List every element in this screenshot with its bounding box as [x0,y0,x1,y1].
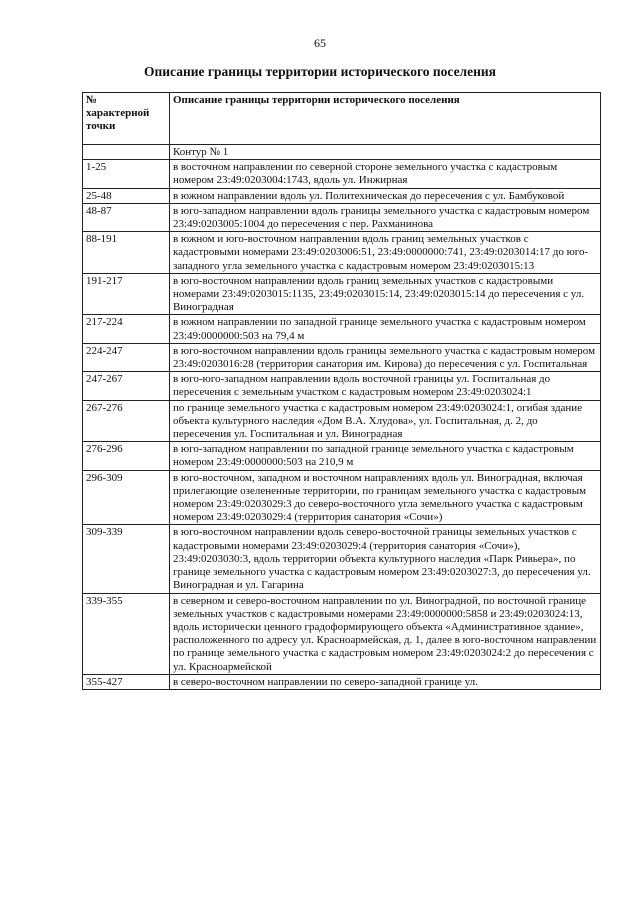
point-range-cell: 88-191 [83,232,170,274]
boundary-description-cell: в северном и северо-восточном направлении по ул. Виноградной, по восточной границе земельных участков с кадастровыми номерами 23:49:0000000:5858 и 23:49:0203024:13, вдоль исторически ценного градоформирующего объекта «Административное здание», расположенного по адресу ул. Красноармейская, д. 1, далее в юго-восточном направлении по границе земельного участка с кадастровым номером 23:49:0203024:2 до пересечения с ул. Красноармейской [169,593,600,674]
point-range-cell: 247-267 [83,372,170,400]
boundary-description-cell: в юго-западном направлении по западной границе земельного участка с кадастровым номером 23:49:0000000:503 на 210,9 м [169,442,600,470]
boundary-description-cell: по границе земельного участка с кадастровым номером 23:49:0203024:1, огибая здание объекта культурного наследия «Дом В.А. Хлудова», ул. Госпитальная, д. 2, до пересечения ул. Госпитальная и ул. Виноградная [169,400,600,442]
point-range-cell: 355-427 [83,674,170,689]
point-range-cell: 276-296 [83,442,170,470]
table-row [83,400,601,442]
point-range-cell: 25-48 [83,188,170,203]
table-row [83,188,601,203]
table-row [83,203,601,231]
table-row [83,593,601,674]
point-range-cell: 339-355 [83,593,170,674]
table-row [83,470,601,525]
header-description: Описание границы территории исторического поселения [169,93,600,145]
table-row [83,674,601,689]
contour-label: Контур № 1 [169,145,600,160]
contour-empty-cell [83,145,170,160]
table-row [83,372,601,400]
point-range-cell: 224-247 [83,343,170,371]
page-number: 65 [314,36,326,50]
boundary-description-cell: в юго-западном направлении вдоль границы земельного участка с кадастровым номером 23:49:0203005:1004 до пересечения с пер. Рахманинова [169,203,600,231]
table-row [83,442,601,470]
point-range-cell: 217-224 [83,315,170,343]
boundary-description-cell: в северо-восточном направлении по северо-западной границе ул. [169,674,600,689]
table-row [83,160,601,188]
contour-row [83,145,601,160]
boundary-description-cell: в юго-восточном направлении вдоль границы земельного участка с кадастровым номером 23:49:0203016:28 (территория санатория им. Кирова) до пересечения с ул. Госпитальная [169,343,600,371]
point-range-cell: 1-25 [83,160,170,188]
boundary-description-cell: в юго-юго-западном направлении вдоль восточной границы ул. Госпитальная до пересечения с земельным участком с кадастровым номером 23:49:0203024:1 [169,372,600,400]
boundary-description-cell: в восточном направлении по северной стороне земельного участка с кадастровым номером 23:49:0203004:1743, вдоль ул. Инжирная [169,160,600,188]
table-row [83,232,601,274]
table-row [83,273,601,315]
table-row [83,343,601,371]
table-row [83,525,601,593]
boundary-description-cell: в юго-восточном направлении вдоль границ земельных участков с кадастровыми номерами 23:49:0203015:1135, 23:49:0203015:14, 23:49:0203015:14 до пересечения с ул. Виноградная [169,273,600,315]
document-title: Описание границы территории исторического поселения [144,64,496,79]
boundary-description-cell: в юго-восточном, западном и восточном направлениях вдоль ул. Виноградная, включая прилегающие озелененные территории, по границам земельного участка с кадастровым номером 23:49:0203029:3 до северо-восточного угла земельного участка с кадастровым номером 23:49:0203029:4 (территория санатория «Сочи») [169,470,600,525]
point-range-cell: 267-276 [83,400,170,442]
point-range-cell: 296-309 [83,470,170,525]
boundary-description-table [82,92,601,690]
point-range-cell: 309-339 [83,525,170,593]
boundary-description-cell: в южном направлении по западной границе земельного участка с кадастровым номером 23:49:0000000:503 на 79,4 м [169,315,600,343]
table-row [83,315,601,343]
boundary-description-cell: в южном и юго-восточном направлении вдоль границ земельных участков с кадастровыми номерами 23:49:0203006:51, 23:49:0000000:741, 23:49:0203014:17 до юго-западного угла земельного участка с кадастровым номером 23:49:0203015:13 [169,232,600,274]
point-range-cell: 48-87 [83,203,170,231]
point-range-cell: 191-217 [83,273,170,315]
header-point-number: № характерной точки [83,93,170,145]
boundary-description-cell: в южном направлении вдоль ул. Политехническая до пересечения с ул. Бамбуковой [169,188,600,203]
boundary-description-cell: в юго-восточном направлении вдоль северо-восточной границы земельных участков с кадастровыми номерами 23:49:0203029:4 (территория санатория «Сочи»), 23:49:0203030:3, вдоль территории объекта культурного наследия «Парк Ривьера», по границе земельного участка с кадастровым номером 23:49:0203027:3, до пересечения ул. Виноградная и ул. Гагарина [169,525,600,593]
table-header-row [83,93,601,145]
